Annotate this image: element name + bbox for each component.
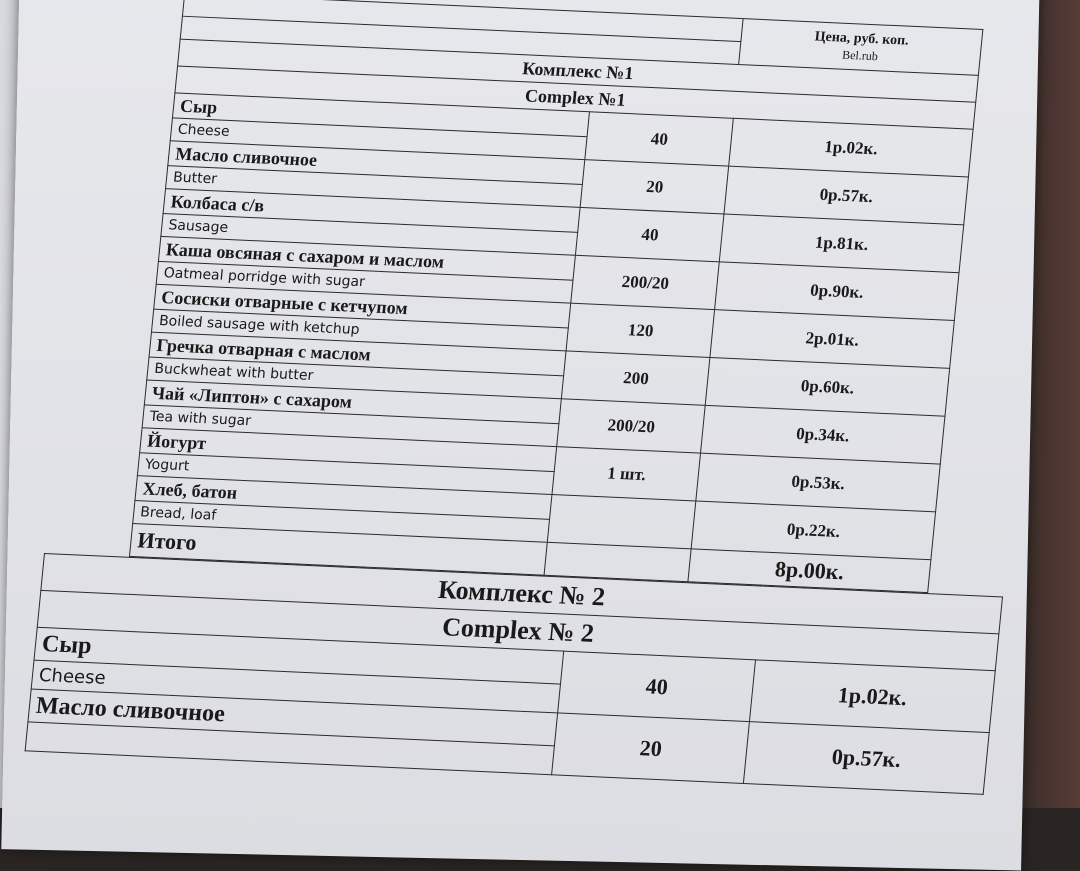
item-name-ru: Йогурт [140, 428, 557, 472]
item-name-ru: Масло сливочное [28, 689, 558, 746]
item-name-ru: Хлеб, батон [135, 476, 552, 520]
item-price: 0р.57к. [744, 722, 990, 795]
item-price: 1р.02к. [729, 118, 973, 177]
item-name-ru: Каша овсяная с сахаром и маслом [158, 236, 575, 280]
item-name-ru: Чай «Липтон» с сахаром [144, 380, 561, 424]
item-name-ru: Колбаса с/в [163, 189, 580, 233]
item-name-en: Boiled sausage with ketchup [151, 309, 568, 351]
item-price: 0р.53к. [696, 453, 940, 512]
item-price: 2р.01к. [710, 310, 954, 369]
item-quantity: 40 [558, 651, 756, 721]
item-name-ru: Сыр [172, 93, 589, 137]
item-name-en: Bread, loaf [133, 501, 550, 543]
item-name-en: Butter [166, 166, 583, 208]
menu-table [34, 0, 983, 791]
item-name-en: Cheese [170, 118, 587, 160]
item-price: 1р.81к. [720, 214, 964, 273]
item-price: 0р.34к. [701, 405, 945, 464]
item-quantity: 200/20 [571, 255, 719, 309]
item-quantity: 200/20 [557, 399, 705, 453]
complex2-title-en: Complex № 2 [37, 590, 999, 670]
item-name-ru: Масло сливочное [168, 141, 585, 185]
item-name-ru: Сыр [34, 627, 564, 684]
total-price: 8р.00к. [688, 549, 931, 593]
total-label: Итого [129, 523, 547, 575]
item-name-en: Buckwheat with butter [147, 357, 564, 399]
item-price: 0р.57к. [724, 166, 968, 225]
item-quantity: 40 [585, 112, 733, 166]
complex1-title-en: Complex №1 [175, 66, 976, 129]
price-label: Цена, руб. коп. [814, 28, 910, 49]
item-price: 0р.90к. [715, 262, 959, 321]
item-quantity: 1 шт. [552, 447, 700, 501]
paper-sheet [1, 0, 1040, 870]
item-price: 0р.22к. [691, 501, 935, 560]
item-quantity [548, 494, 696, 548]
complex2-title-ru: Комплекс № 2 [41, 554, 1003, 634]
item-price: 0р.60к. [705, 358, 949, 417]
currency-label: Bel.rub [841, 47, 879, 63]
item-name-ru: Сосиски отварные с кетчупом [154, 284, 571, 328]
item-name-ru: Гречка отварная с маслом [149, 332, 566, 376]
item-quantity: 200 [562, 351, 710, 405]
item-name-en: Sausage [161, 214, 578, 256]
item-price: 1р.02к. [750, 660, 996, 733]
item-quantity: 40 [576, 207, 724, 261]
item-name-en: Tea with sugar [142, 405, 559, 447]
item-name-en: Yogurt [137, 453, 554, 495]
item-name-en: Oatmeal porridge with sugar [156, 261, 573, 303]
item-name-en: Cheese [31, 660, 561, 713]
complex1-title-ru: Комплекс №1 [178, 39, 979, 102]
item-quantity: 20 [552, 713, 750, 783]
item-quantity: 120 [567, 303, 715, 357]
item-quantity: 20 [581, 160, 729, 214]
